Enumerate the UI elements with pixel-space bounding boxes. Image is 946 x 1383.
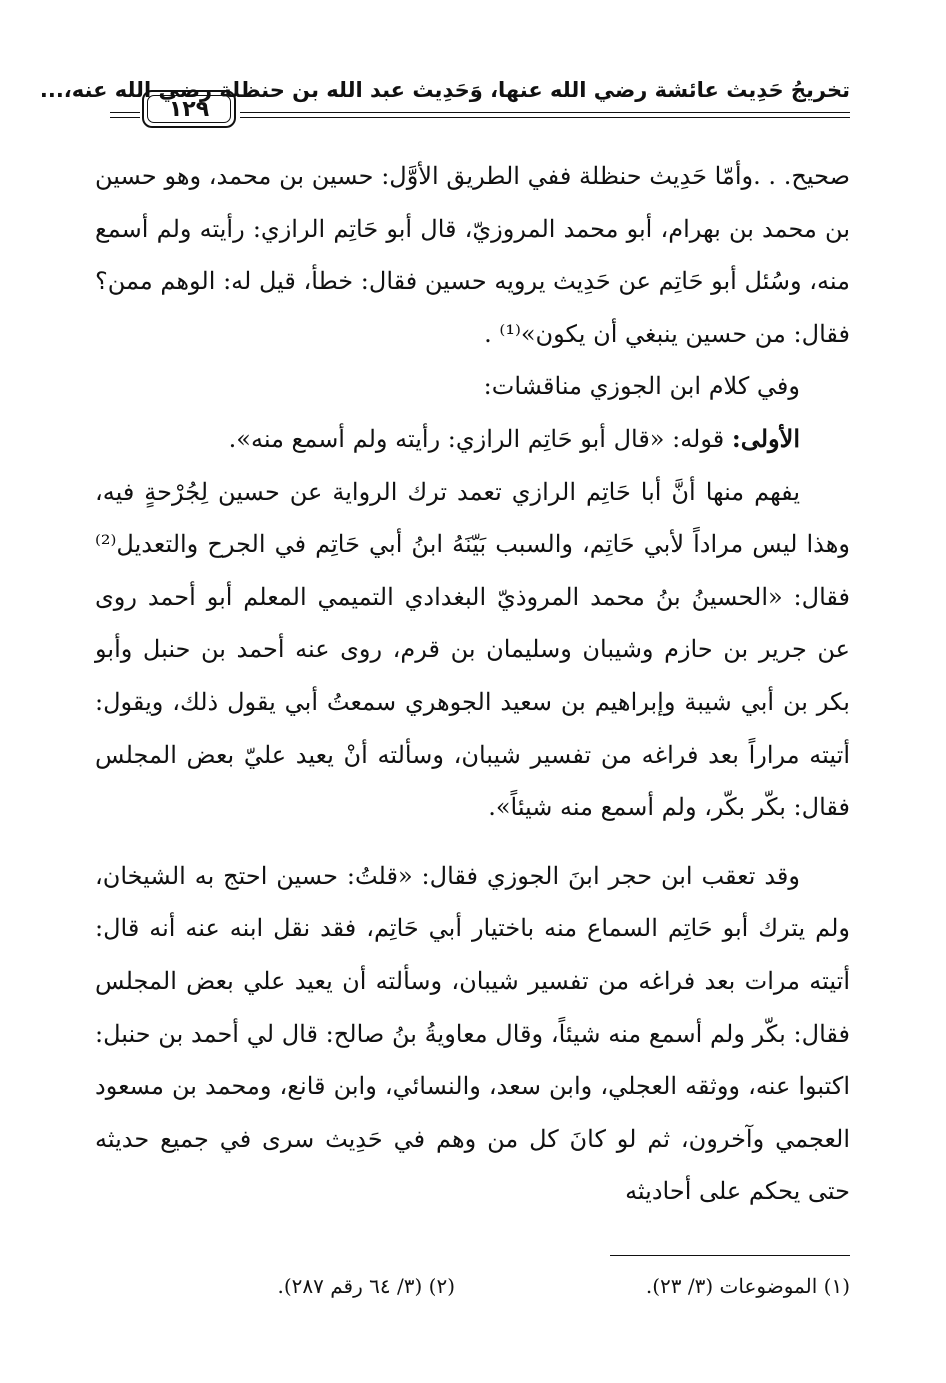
paragraph: [95, 413, 850, 466]
main-text: [95, 150, 850, 1218]
footnotes: [95, 1268, 850, 1308]
paragraph: صحيح. . .وأمّا حَدِيث حنظلة ففي الطريق الأوَّل: حسين بن محمد، وهو حسين بن محمد بن بهرام، أبو محمد المروزيّ، قال أبو حَاتِم الرازي: رأيته ولم أسمع منه، وسُئل أبو حَاتِم عن حَدِيث يرويه حسين فقال: خطأ، قيل له: الوهم ممن؟ فقال: من حسين ينبغي أن يكون»⁽¹⁾ .: [95, 162, 850, 348]
paragraph: وقد تعقب ابن حجر ابنَ الجوزي فقال: «قلتُ: حسين احتج به الشيخان، ولم يترك أبو حَاتِم السماع منه باختيار أبي حَاتِم، فقد نقل ابنه عنه أنه قال: أتيته مرات بعد فراغه من تفسير شيبان، وسألته أن يعيد علي بعض المجلس فقال: بكّر ولم أسمع منه شيئاً، وقال معاويةُ بنُ صالح: قال لي أحمد بن حنبل: اكتبوا عنه، ووثقه العجلي، وابن سعد، والنسائي، وابن قانع، ومحمد بن مسعود العجمي وآخرون، ثم لو كانَ كل من وهم في حَدِيث سرى في جميع حديثه حتى يحكم على أحاديثه: [95, 861, 850, 1206]
footnote-divider: [610, 1255, 850, 1256]
footnote: (٢) (٣/ ٦٤ رقم ٢٨٧).: [277, 1274, 455, 1298]
paragraph-heading: الأولى:: [731, 423, 800, 453]
header-rule: [110, 117, 140, 118]
page-number: ١٢٩: [142, 90, 236, 128]
running-header: [39, 70, 850, 130]
footnote: (١) الموضوعات (٣/ ٢٣).: [645, 1274, 850, 1298]
header-title: تخريجُ حَدِيث عائشة رضي الله عنها، وَحَدِيث عبد الله بن حنظلة رضي الله عنه،...: [39, 78, 850, 102]
header-rule: [240, 112, 850, 113]
paragraph-text: قوله: «قال أبو حَاتِم الرازي: رأيته ولم أسمع منه».: [228, 424, 732, 453]
header-rule: [110, 112, 140, 113]
paragraph: وفي كلام ابن الجوزي مناقشات:: [483, 372, 800, 401]
header-rule: [240, 117, 850, 118]
paragraph: يفهم منها أنَّ أبا حَاتِم الرازي تعمد ترك الرواية عن حسين لِجُرْحةٍ فيه، وهذا ليس مراداً لأبي حَاتِم، والسبب بَيّنَهُ ابنُ أبي حَاتِم في الجرح والتعديل⁽²⁾ فقال: «الحسينُ بنُ محمد المروذيّ البغدادي التميمي المعلم أبو أحمد روى عن جرير بن حازم وشيبان وسليمان بن قرم، روى عنه أحمد بن حنبل وأبو بكر بن أبي شيبة وإبراهيم بن سعيد الجوهري سمعتُ أبي يقول ذلك، ويقول: أتيته مراراً بعد فراغه من تفسير شيبان، وسألته أنْ يعيد عليّ بعض المجلس فقال: بكّر بكّر، ولم أسمع منه شيئاً».: [95, 477, 850, 822]
